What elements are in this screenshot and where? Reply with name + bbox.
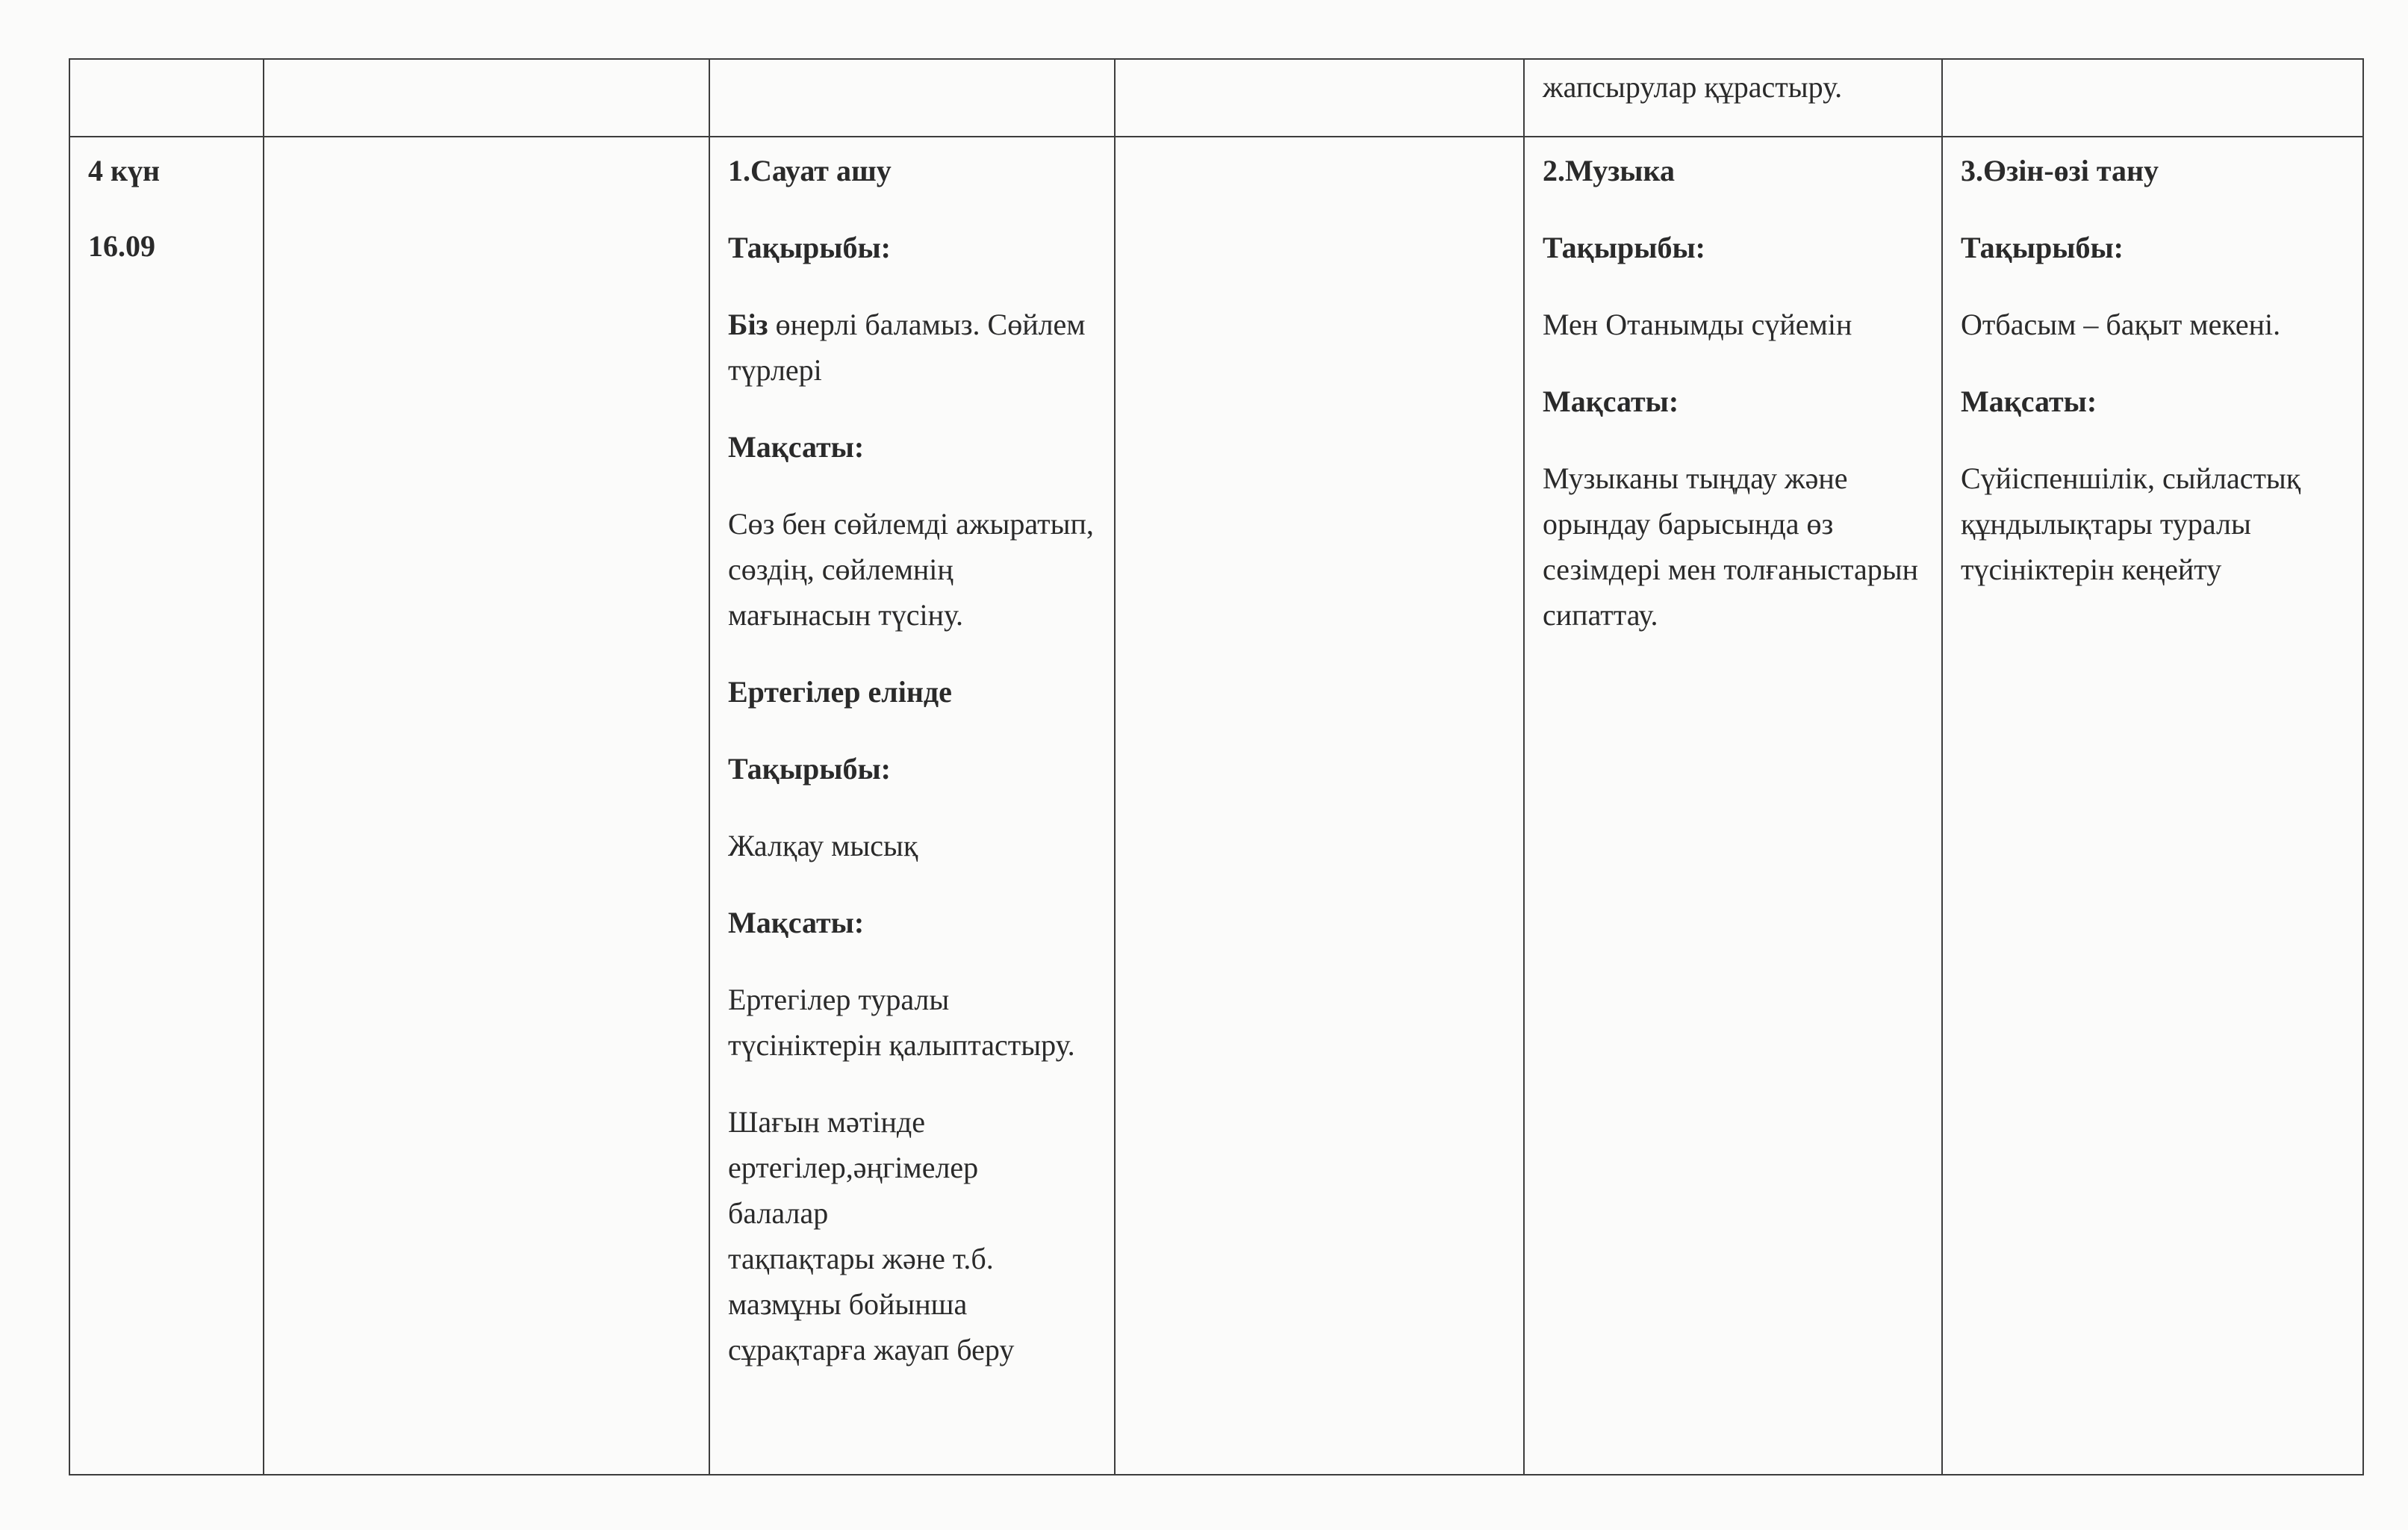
music-topic-label: Тақырыбы: <box>1543 231 1705 264</box>
cell-music-continuation <box>1524 59 1942 137</box>
extra-line: тақпақтары және т.б. <box>728 1242 994 1275</box>
literacy-topic-rest: өнерлі баламыз. Сөйлем түрлері <box>728 308 1086 387</box>
literacy-goal-text: Сөз бен сөйлемді ажыратып, сөздің, сөйлемнің мағынасын түсіну. <box>728 507 1094 632</box>
cell-literacy <box>709 137 1115 1475</box>
schedule-table <box>69 58 2364 1475</box>
table-row-day <box>69 137 2363 1475</box>
continuation-text: жапсырулар құрастыру. <box>1543 70 1843 104</box>
cell-self-knowledge <box>1942 137 2363 1475</box>
cell-music <box>1524 137 1942 1475</box>
music-goal-label: Мақсаты: <box>1543 385 1679 418</box>
table-row-continuation <box>69 59 2363 137</box>
literacy-topic-bold: Біз <box>728 308 768 341</box>
self-knowledge-heading: 3.Өзін-өзі тану <box>1961 154 2159 187</box>
cell-empty <box>264 59 709 137</box>
day-label: 4 күн <box>88 154 161 187</box>
cell-empty <box>264 137 709 1475</box>
cell-empty <box>1942 59 2363 137</box>
extra-line: ертегілер,әңгімелер <box>728 1151 979 1184</box>
extra-line: Шағын мәтінде <box>728 1105 925 1139</box>
extra-line: балалар <box>728 1196 829 1230</box>
cell-day <box>69 137 264 1475</box>
day-date: 16.09 <box>88 229 155 263</box>
fairytale-heading: Ертегілер елінде <box>728 675 952 709</box>
extra-goal-text <box>728 1099 1101 1372</box>
cell-empty <box>709 59 1115 137</box>
literacy-goal-label: Мақсаты: <box>728 430 865 464</box>
music-topic-text: Мен Отанымды сүйемін <box>1543 308 1852 341</box>
fairytale-topic-text: Жалқау мысық <box>728 829 918 862</box>
self-knowledge-goal-label: Мақсаты: <box>1961 385 2097 418</box>
cell-empty <box>1115 137 1524 1475</box>
self-knowledge-topic-label: Тақырыбы: <box>1961 231 2124 264</box>
literacy-topic <box>728 302 1101 393</box>
literacy-topic-label: Тақырыбы: <box>728 231 891 264</box>
music-goal-text: Музыканы тыңдау және орындау барысында өз сезімдері мен толғаныстарын сипаттау. <box>1543 461 1918 632</box>
music-heading: 2.Музыка <box>1543 154 1675 187</box>
cell-empty <box>1115 59 1524 137</box>
fairytale-topic-label: Тақырыбы: <box>728 752 891 786</box>
self-knowledge-goal-text: Сүйіспеншілік, сыйластық құндылықтары туралы түсініктерін кеңейту <box>1961 461 2301 586</box>
fairytale-goal-label: Мақсаты: <box>728 906 865 939</box>
fairytale-goal-text: Ертегілер туралы түсініктерін қалыптастыру. <box>728 983 1075 1062</box>
extra-line: мазмұны бойынша <box>728 1287 968 1321</box>
self-knowledge-topic-text: Отбасым – бақыт мекені. <box>1961 308 2281 341</box>
extra-line: сұрақтарға жауап беру <box>728 1333 1015 1366</box>
literacy-heading: 1.Сауат ашу <box>728 154 892 187</box>
cell-empty <box>69 59 264 137</box>
